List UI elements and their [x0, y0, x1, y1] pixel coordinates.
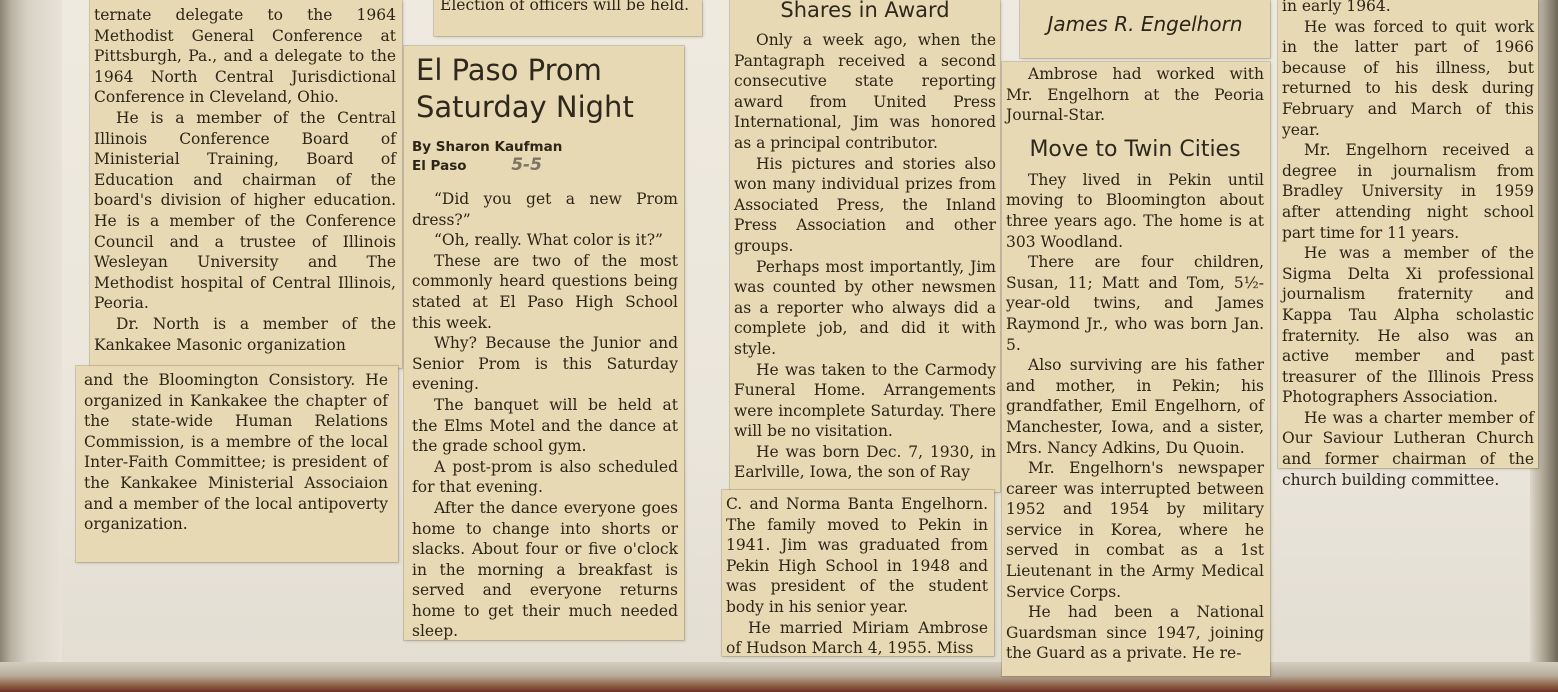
- article-paragraph: Dr. North is a member of the Kankakee Masonic organization: [94, 314, 396, 354]
- article-paragraph: C. and Norma Banta Engelhorn. The family moved to Pekin in 1941. Jim was graduated from Pekin High School in 1948 and was president of the student body in his senior year.: [726, 495, 988, 616]
- article-paragraph: in early 1964.: [1282, 0, 1391, 15]
- byline-location: [412, 156, 678, 175]
- article-paragraph: Also surviving are his father and mother, in Pekin; his grandfather, Emil Engelhorn, of Manchester, Iowa, and a sister, Mrs. Nancy Adkins, Du Quoin.: [1006, 356, 1264, 457]
- clipping-right-column: [1278, 0, 1538, 489]
- article-subhead: Shares in Award: [780, 0, 950, 22]
- article-paragraph: Mr. Engelhorn's newspaper career was interrupted between 1952 and 1954 by military service in Korea, where he served in combat as a 1st Lieutenant in the Army Medical Service Corps.: [1006, 459, 1264, 601]
- album-bottom-edge: [0, 662, 1558, 692]
- article-paragraph: He was forced to quit work in the latter part of 1966 because of his illness, but returned to his desk during February and March of this year.: [1282, 17, 1534, 139]
- article-subhead: Move to Twin Cities: [1029, 136, 1241, 162]
- byline: [412, 138, 678, 175]
- article-paragraph: He had been a National Guardsman since 1947, joining the Guard as a private. He re-: [1006, 603, 1264, 663]
- article-paragraph: After the dance everyone goes home to change into shorts or slacks. About four or five o'clock in the morning a breakfast is served and everyone returns home to get their much needed sleep.: [412, 498, 678, 641]
- article-paragraph: Election of officers will be held.: [440, 0, 690, 14]
- clipping-move-to-twin-cities: [1002, 62, 1270, 676]
- article-paragraph: ternate delegate to the 1964 Methodist General Conference at Pittsburgh, Pa., and a delegate to the 1964 North Central Jurisdictional Conference in Cleveland, Ohio.: [94, 6, 396, 107]
- byline-place: El Paso: [412, 158, 467, 174]
- author-signature: James R. Engelhorn: [1047, 12, 1243, 36]
- clipping-shares-in-award: [730, 0, 1000, 492]
- article-paragraph: He was born Dec. 7, 1930, in Earlville, Iowa, the son of Ray: [734, 442, 996, 482]
- clipping-top-fragment: [434, 0, 702, 36]
- article-paragraph: He was a member of the Sigma Delta Xi professional journalism fraternity and Kappa Tau Alpha scholastic fraternity. He also was an active member and past treasurer of the Illinois Press Photographers Association.: [1282, 244, 1534, 407]
- article-paragraph: He is a member of the Central Illinois Conference Board of Ministerial Training, Board of Education and chairman of the board's division of higher education. He is a member of the Conference Council and a trustee of Illinois Wesleyan University and The Methodist hospital of Central Illinois, Peoria.: [94, 108, 396, 313]
- article-paragraph: and the Bloomington Consistory. He organized in Kankakee the chapter of the state-wide Human Relations Commission, is a membre of the local Inter-Faith Committee; is president of the Kankakee Ministerial Associaion and a member of the local antipoverty organization.: [84, 371, 388, 534]
- article-paragraph: Mr. Engelhorn received a degree in journalism from Bradley University in 1959 after attending night school part time for 11 years.: [1282, 141, 1534, 242]
- article-paragraph: They lived in Pekin until moving to Bloomington about three years ago. The home is at 303 Woodland.: [1006, 170, 1264, 251]
- article-paragraph: A post-prom is also scheduled for that evening.: [412, 457, 678, 497]
- clipping-el-paso-prom: [404, 46, 684, 640]
- article-paragraph: The banquet will be held at the Elms Motel and the dance at the grade school gym.: [412, 395, 678, 456]
- article-paragraph: He was taken to the Carmody Funeral Home. Arrangements were incomplete Saturday. There will be no visitation.: [734, 360, 996, 441]
- article-paragraph: He married Miriam Ambrose of Hudson March 4, 1955. Miss: [726, 618, 988, 658]
- article-paragraph: “Did you get a new Prom dress?”: [412, 190, 678, 229]
- clipping-signature-box: [1020, 0, 1270, 58]
- article-paragraph: Why? Because the Junior and Senior Prom is this Saturday evening.: [412, 334, 678, 394]
- byline-author: By Sharon Kaufman: [412, 139, 563, 155]
- article-paragraph: “Oh, really. What color is it?”: [434, 231, 663, 250]
- article-paragraph: Only a week ago, when the Pantagraph received a second consecutive state reporting award from United Press International, Jim was honored as a principal contributor.: [734, 31, 996, 152]
- article-paragraph: These are two of the most commonly heard questions being stated at El Paso High School this week.: [412, 251, 678, 332]
- article-paragraph: There are four children, Susan, 11; Matt and Tom, 5½-year-old twins, and James Raymond Jr., who was born Jan. 5.: [1006, 253, 1264, 354]
- article-paragraph: Ambrose had worked with Mr. Engelhorn at the Peoria Journal-Star.: [1006, 65, 1264, 125]
- article-headline: El Paso Prom Saturday Night: [416, 53, 634, 124]
- article-paragraph: His pictures and stories also won many individual prizes from Associated Press, the Inland Press Association and other groups.: [734, 154, 996, 255]
- pencil-annotation: 5-5: [511, 155, 542, 175]
- article-paragraph: He was a charter member of Our Saviour Lutheran Church and former chairman of the church building committee.: [1282, 408, 1534, 489]
- article-paragraph: Perhaps most importantly, Jim was counted by other newsmen as a reporter who always did a complete job, and did it with style.: [734, 257, 996, 358]
- page-binding-shadow: [0, 0, 62, 692]
- clipping-shares-continued: [722, 490, 994, 656]
- clipping-north-lower: [76, 366, 398, 562]
- clipping-north-upper: [90, 0, 402, 368]
